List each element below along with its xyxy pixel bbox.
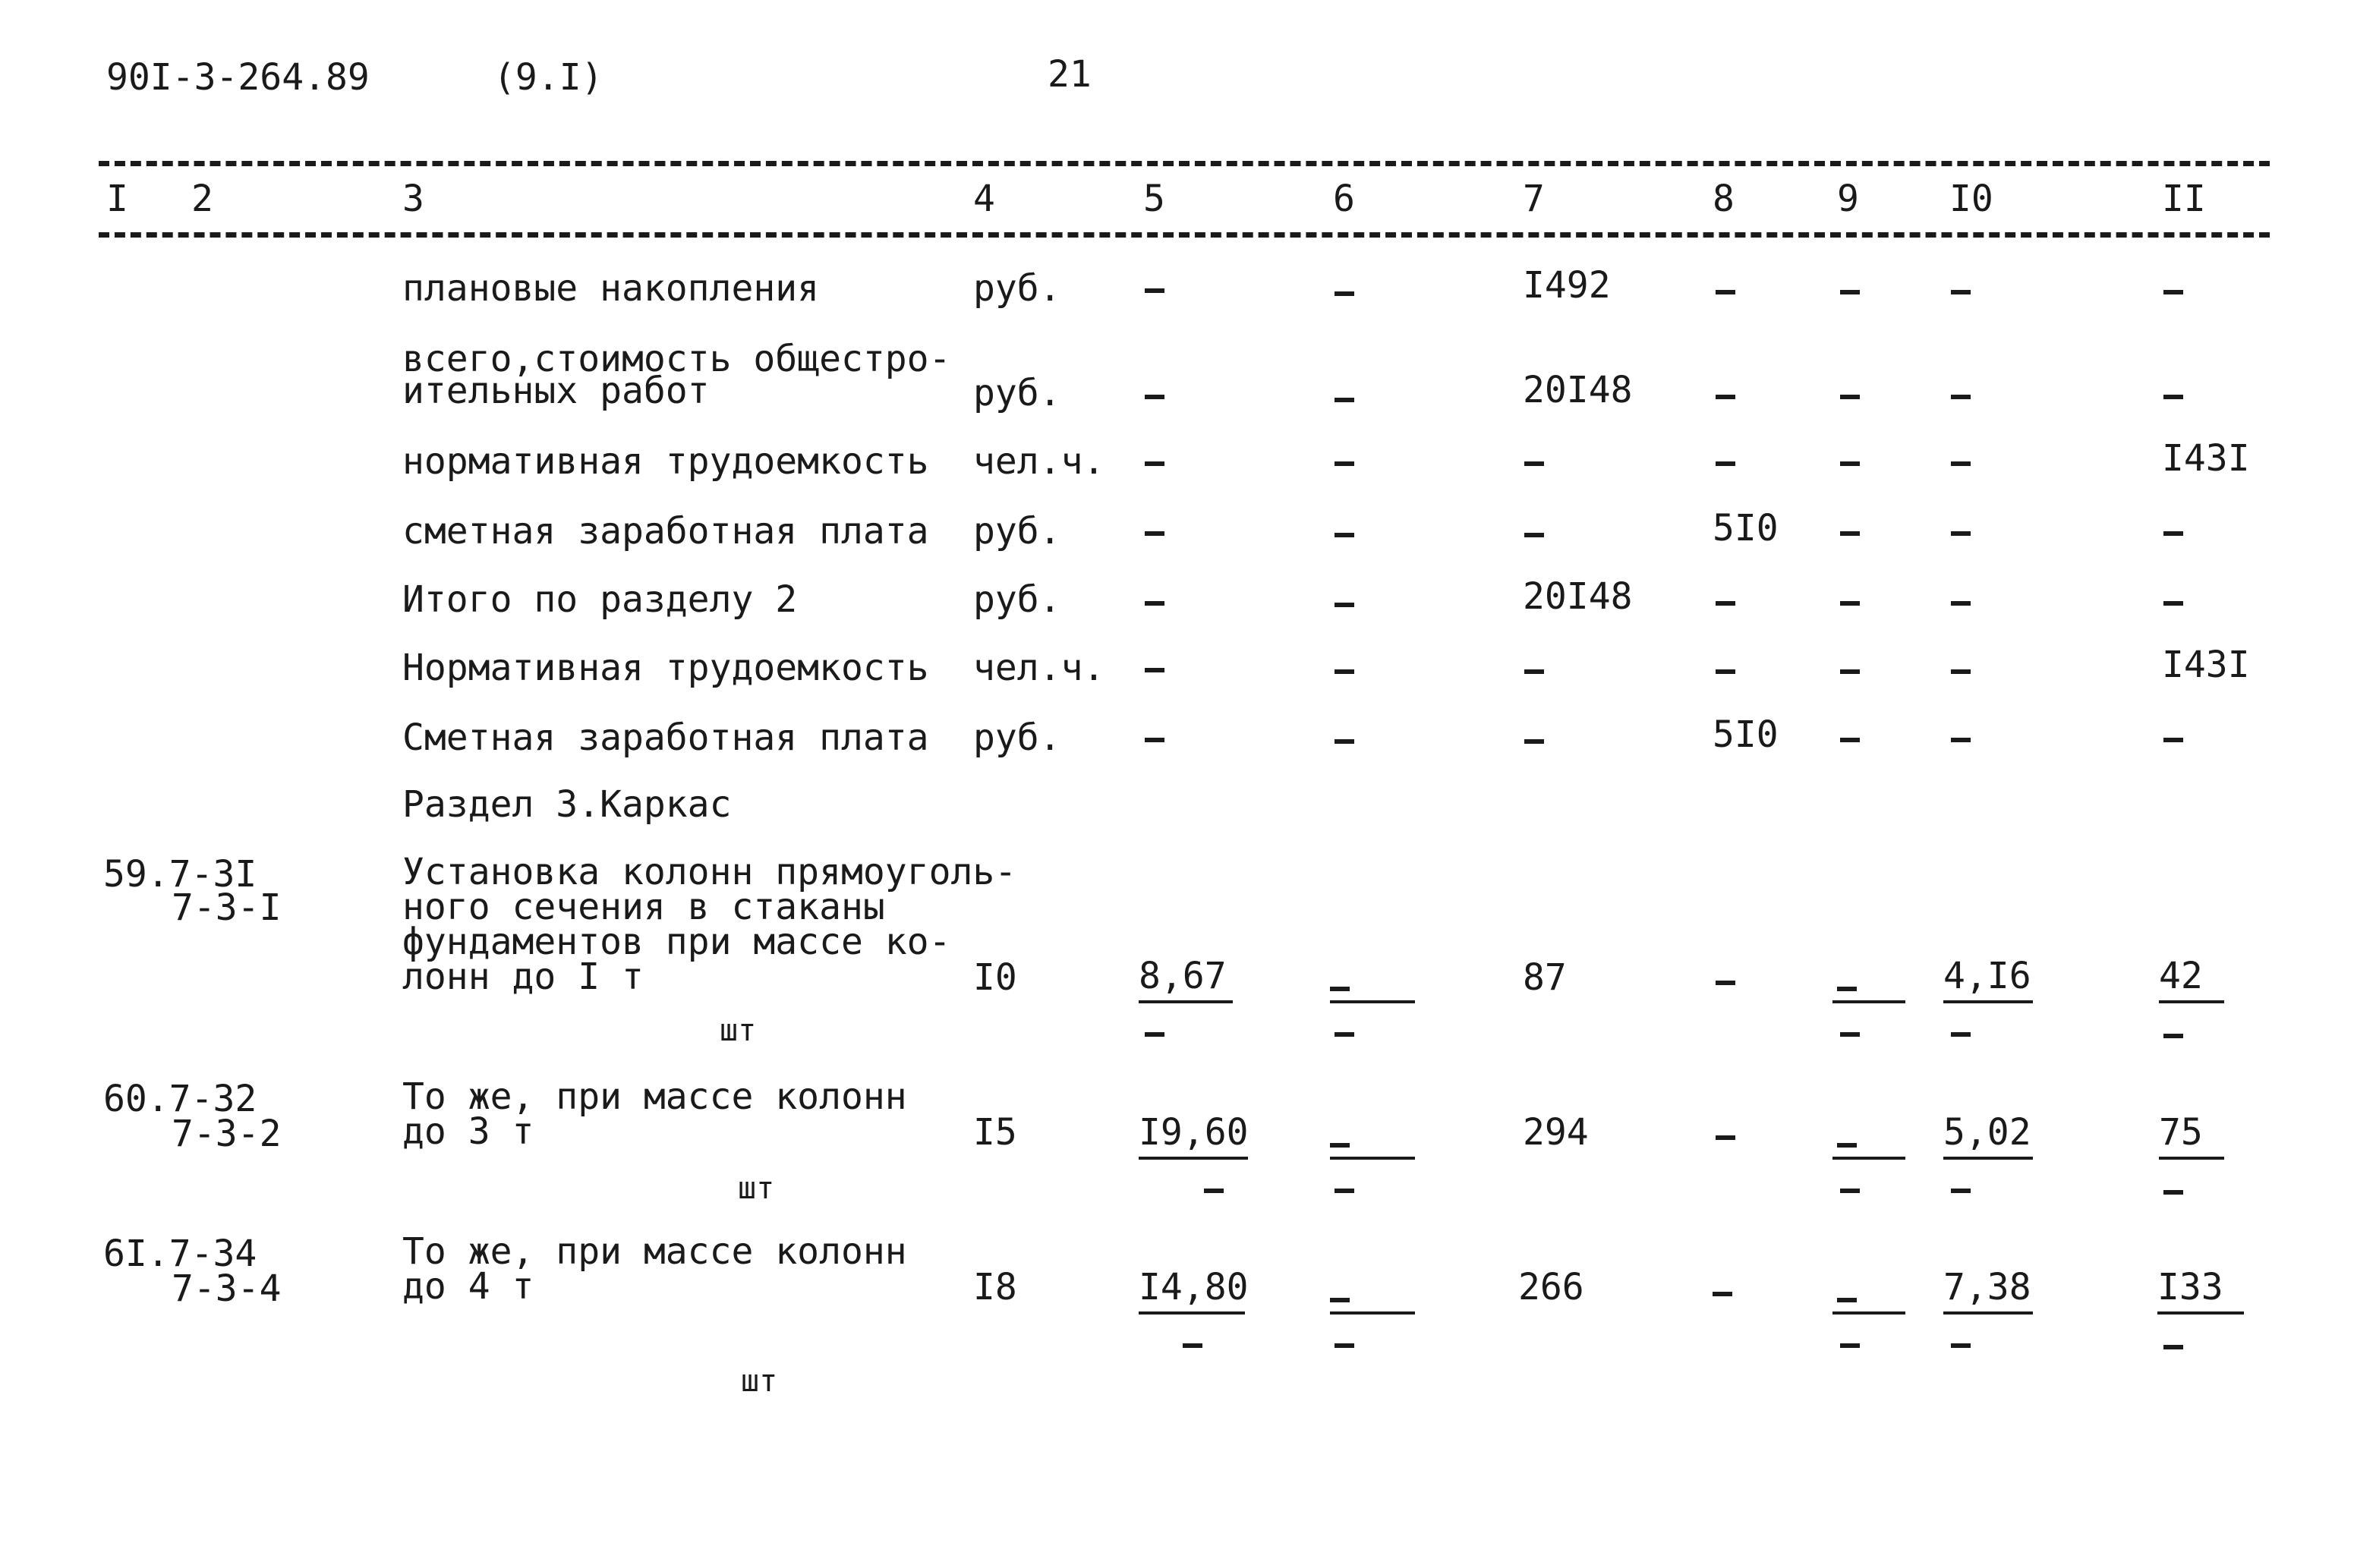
empty-dash [1524, 739, 1544, 744]
empty-dash [1951, 290, 1971, 294]
empty-dash [1840, 1032, 1860, 1037]
value-cell: I9,60 [1139, 1111, 1249, 1154]
value-cell: 294 [1523, 1111, 1589, 1154]
underline [1330, 1157, 1415, 1160]
value-cell: I43I [2162, 644, 2250, 686]
item-description: То же, при массе колонн [402, 1075, 907, 1118]
document-code: 90I-3-264.89 [106, 56, 370, 99]
empty-dash [2163, 738, 2183, 742]
empty-dash [1840, 1189, 1860, 1193]
underline [1139, 1000, 1233, 1003]
empty-dash [1335, 669, 1354, 674]
value-cell: 87 [1523, 956, 1567, 999]
underline [1943, 1311, 2033, 1315]
item-description: фундаментов при массе ко- [402, 921, 951, 963]
empty-dash [1951, 531, 1971, 536]
underline [1330, 1311, 1415, 1315]
value-cell: I4,80 [1139, 1266, 1249, 1308]
value-cell: I5 [973, 1111, 1017, 1154]
item-number: 59.7-3I [103, 853, 257, 896]
empty-dash [1145, 288, 1164, 293]
unit-label: шт [741, 1364, 778, 1399]
col-header-5: 5 [1143, 178, 1165, 220]
empty-dash [1330, 987, 1350, 991]
row-label: всего,стоимость общестро- [402, 338, 951, 380]
unit-cell: руб. [973, 510, 1061, 553]
empty-dash [1335, 739, 1354, 744]
empty-dash [1330, 1143, 1350, 1148]
item-description: ного сечения в стаканы [402, 886, 885, 928]
empty-dash [1335, 1343, 1354, 1348]
underline [1139, 1157, 1248, 1160]
empty-dash [1840, 290, 1860, 294]
empty-dash [1840, 395, 1860, 399]
empty-dash [1335, 461, 1354, 466]
value-cell: 5I0 [1713, 507, 1779, 549]
empty-dash [1524, 669, 1544, 674]
empty-dash [1145, 531, 1164, 536]
value-cell: I43I [2162, 437, 2250, 480]
empty-dash [1713, 1292, 1732, 1296]
col-header-11: II [2162, 178, 2206, 220]
empty-dash [1716, 395, 1735, 399]
underline [2159, 1000, 2224, 1003]
empty-dash [1951, 1189, 1971, 1193]
empty-dash [1951, 1343, 1971, 1348]
value-cell: I33 [2157, 1266, 2223, 1308]
empty-dash [1335, 291, 1354, 296]
empty-dash [1335, 533, 1354, 537]
value-cell: 266 [1518, 1266, 1584, 1308]
unit-cell: чел.ч. [973, 440, 1105, 483]
unit-label: шт [720, 1013, 757, 1048]
empty-dash [1524, 461, 1544, 466]
empty-dash [1330, 1298, 1350, 1302]
empty-dash [1716, 669, 1735, 674]
col-header-6: 6 [1333, 178, 1355, 220]
underline [1832, 1311, 1905, 1315]
row-label: Нормативная трудоемкость [402, 647, 929, 689]
item-number: 6I.7-34 [103, 1233, 257, 1275]
empty-dash [1837, 1298, 1857, 1302]
col-header-4: 4 [973, 178, 995, 220]
empty-dash [1145, 668, 1164, 672]
empty-dash [2163, 1345, 2183, 1349]
underline [1943, 1000, 2033, 1003]
col-header-2: 2 [191, 178, 213, 220]
empty-dash [2163, 395, 2183, 399]
empty-dash [1716, 601, 1735, 606]
underline [2159, 1157, 2224, 1160]
unit-cell: руб. [973, 372, 1061, 414]
empty-dash [1716, 290, 1735, 294]
unit-cell: руб. [973, 716, 1061, 759]
empty-dash [1840, 669, 1860, 674]
underline [1943, 1157, 2033, 1160]
value-cell: 7,38 [1943, 1266, 2031, 1308]
underline [1832, 1157, 1905, 1160]
empty-dash [2163, 290, 2183, 294]
empty-dash [2163, 531, 2183, 536]
empty-dash [1524, 533, 1544, 537]
empty-dash [1183, 1343, 1202, 1348]
value-cell: 20I48 [1523, 575, 1633, 618]
unit-cell: чел.ч. [973, 647, 1105, 689]
col-header-10: I0 [1949, 178, 1993, 220]
empty-dash [1840, 601, 1860, 606]
empty-dash [2163, 601, 2183, 606]
item-description: Установка колонн прямоуголь- [402, 851, 1017, 893]
empty-dash [1951, 669, 1971, 674]
empty-dash [1335, 1189, 1354, 1193]
empty-dash [1840, 738, 1860, 742]
col-header-3: 3 [402, 178, 424, 220]
value-cell: 20I48 [1523, 369, 1633, 411]
unit-label: шт [738, 1171, 775, 1206]
empty-dash [1951, 1032, 1971, 1037]
underline [1832, 1000, 1905, 1003]
row-label: Итого по разделу 2 [402, 578, 798, 621]
empty-dash [1204, 1189, 1224, 1193]
col-header-9: 9 [1837, 178, 1859, 220]
value-cell: 4,I6 [1943, 955, 2031, 997]
table-header-rule [99, 232, 2270, 238]
value-cell: I0 [973, 956, 1017, 999]
empty-dash [1837, 1143, 1857, 1148]
empty-dash [1716, 461, 1735, 466]
empty-dash [1716, 981, 1735, 985]
empty-dash [1840, 1343, 1860, 1348]
empty-dash [1951, 601, 1971, 606]
empty-dash [2163, 1034, 2183, 1038]
empty-dash [1335, 1032, 1354, 1037]
item-description: до 3 т [402, 1110, 534, 1153]
value-cell: 8,67 [1139, 955, 1227, 997]
section-title: Раздел 3.Каркас [402, 783, 732, 826]
section-reference: (9.I) [493, 56, 603, 99]
col-header-7: 7 [1523, 178, 1545, 220]
item-description: То же, при массе колонн [402, 1230, 907, 1273]
empty-dash [1335, 603, 1354, 607]
empty-dash [1716, 1135, 1735, 1140]
underline [2157, 1311, 2244, 1315]
item-code: 7-3-4 [172, 1267, 282, 1310]
empty-dash [1145, 738, 1164, 742]
item-code: 7-3-2 [172, 1113, 282, 1155]
row-label: плановые накопления [402, 267, 820, 310]
unit-cell: руб. [973, 267, 1061, 310]
empty-dash [1840, 461, 1860, 466]
col-header-8: 8 [1713, 178, 1735, 220]
row-label: сметная заработная плата [402, 510, 929, 553]
empty-dash [1145, 601, 1164, 606]
empty-dash [1335, 398, 1354, 402]
empty-dash [1840, 531, 1860, 536]
page-number: 21 [1048, 53, 1092, 96]
item-code: 7-3-I [172, 886, 282, 929]
empty-dash [1145, 461, 1164, 466]
unit-cell: руб. [973, 578, 1061, 621]
value-cell: 75 [2159, 1111, 2203, 1154]
value-cell: 42 [2159, 955, 2203, 997]
underline [1330, 1000, 1415, 1003]
empty-dash [1951, 395, 1971, 399]
item-number: 60.7-32 [103, 1078, 257, 1120]
row-label: Сметная заработная плата [402, 716, 929, 759]
empty-dash [1145, 1032, 1164, 1037]
empty-dash [1145, 395, 1164, 399]
empty-dash [1951, 461, 1971, 466]
row-label: нормативная трудоемкость [402, 440, 929, 483]
col-header-1: I [106, 178, 128, 220]
row-label: ительных работ [402, 370, 710, 412]
empty-dash [1951, 738, 1971, 742]
value-cell: 5I0 [1713, 713, 1779, 756]
value-cell: I492 [1523, 264, 1611, 307]
table-top-rule [99, 161, 2270, 166]
value-cell: I8 [973, 1266, 1017, 1308]
item-description: лонн до I т [402, 956, 644, 998]
empty-dash [1837, 987, 1857, 991]
item-description: до 4 т [402, 1265, 534, 1308]
value-cell: 5,02 [1943, 1111, 2031, 1154]
empty-dash [2163, 1190, 2183, 1195]
underline [1139, 1311, 1245, 1315]
